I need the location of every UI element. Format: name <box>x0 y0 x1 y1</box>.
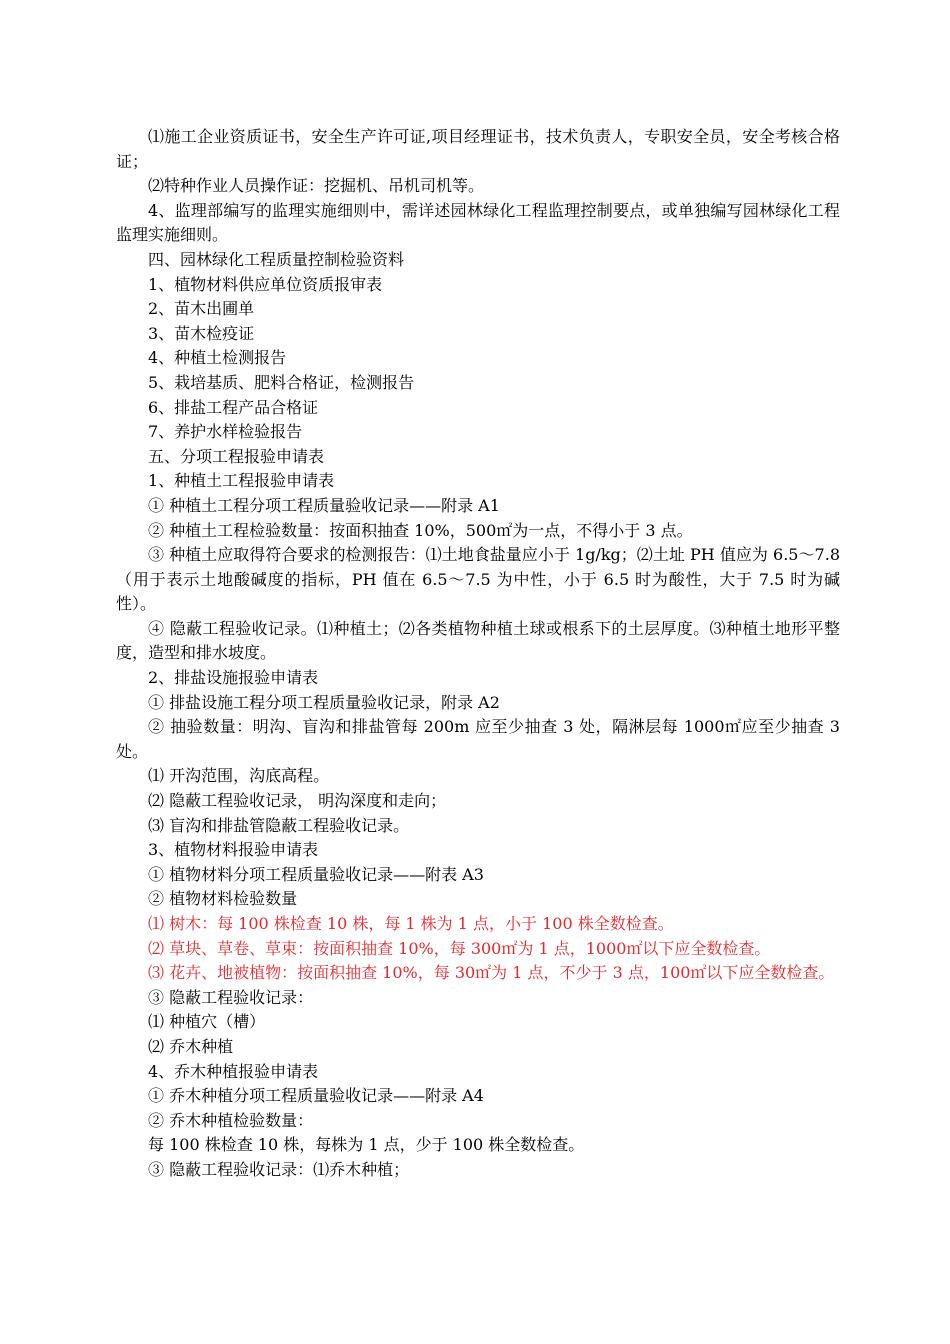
paragraph: ① 种植土工程分项工程质量验收记录——附录 A1 <box>148 495 500 515</box>
paragraph: 6、排盐工程产品合格证 <box>148 397 319 417</box>
paragraph: ⑵ 乔木种植 <box>148 1036 234 1056</box>
highlighted-paragraph: ⑴ 树木：每 100 株检查 10 株，每 1 株为 1 点，小于 100 株全数检查。 <box>148 914 674 933</box>
paragraph: ⑶ 盲沟和排盐管隐蔽工程验收记录。 <box>148 815 410 835</box>
document-page <box>116 125 840 1183</box>
paragraph: 2、苗木出圃单 <box>148 299 255 319</box>
paragraph: ⑵ 隐蔽工程验收记录， 明沟深度和走向； <box>148 791 447 811</box>
paragraph: ⑴施工企业资质证书，安全生产许可证,项目经理证书，技术负责人，专职安全员，安全考核合格证； <box>116 127 840 171</box>
paragraph: 每 100 株检查 10 株，每株为 1 点，少于 100 株全数检查。 <box>148 1135 585 1155</box>
paragraph: ③ 隐蔽工程验收记录： <box>148 987 314 1007</box>
paragraph: ③ 隐蔽工程验收记录：⑴乔木种植； <box>148 1159 410 1179</box>
paragraph: 7、养护水样检验报告 <box>148 422 303 442</box>
paragraph: 4、监理部编写的监理实施细则中，需详述园林绿化工程监理控制要点，或单独编写园林绿化工程监理实施细则。 <box>116 200 840 245</box>
paragraph: 2、排盐设施报验申请表 <box>148 668 319 688</box>
highlighted-paragraph: ⑶ 花卉、地被植物：按面积抽查 10%，每 30㎡为 1 点，不少于 3 点，100㎡以下应全数检查。 <box>148 963 835 983</box>
paragraph: ④ 隐蔽工程验收记录。⑴种植土；⑵各类植物种植土球或根系下的土层厚度。⑶种植土地形平整度，造型和排水坡度。 <box>116 618 840 663</box>
paragraph: 1、植物材料供应单位资质报审表 <box>148 274 383 294</box>
paragraph: 四、园林绿化工程质量控制检验资料 <box>148 249 405 269</box>
paragraph: ① 排盐设施工程分项工程质量验收记录，附录 A2 <box>148 692 500 712</box>
paragraph: ① 乔木种植分项工程质量验收记录——附录 A4 <box>148 1086 484 1106</box>
paragraph: ② 乔木种植检验数量： <box>148 1110 314 1130</box>
paragraph: 5、栽培基质、肥料合格证，检测报告 <box>148 372 415 392</box>
paragraph: 3、植物材料报验申请表 <box>148 840 319 860</box>
paragraph: ⑴ 开沟范围，沟底高程。 <box>148 766 330 786</box>
paragraph: ② 抽验数量：明沟、盲沟和排盐管每 200m 应至少抽查 3 处，隔淋层每 1000㎡应至少抽查 3 处。 <box>116 717 840 761</box>
paragraph: 五、分项工程报验申请表 <box>148 446 325 466</box>
paragraph: ② 植物材料检验数量 <box>148 889 298 909</box>
paragraph: ② 种植土工程检验数量：按面积抽查 10%，500㎡为一点，不得小于 3 点。 <box>148 520 693 540</box>
paragraph: ⑴ 种植穴（槽） <box>148 1012 266 1032</box>
paragraph: ⑵特种作业人员操作证：挖掘机、吊机司机等。 <box>148 176 485 196</box>
highlighted-paragraph: ⑵ 草块、草卷、草束：按面积抽查 10%，每 300㎡为 1 点，1000㎡以下应全数检查。 <box>148 938 771 958</box>
paragraph: 4、种植土检测报告 <box>148 348 287 368</box>
paragraph: ① 植物材料分项工程质量验收记录——附表 A3 <box>148 864 484 884</box>
paragraph: 1、种植土工程报验申请表 <box>148 471 335 491</box>
paragraph: 4、乔木种植报验申请表 <box>148 1061 319 1081</box>
paragraph: ③ 种植土应取得符合要求的检测报告：⑴土地食盐量应小于 1g/kg；⑵土址 PH 值应为 6.5～7.8（用于表示土地酸碱度的指标，PH 值在 6.5～7.5 为中性，小于 6.5 时为酸性，大于 7.5 时为碱性）。 <box>116 545 840 614</box>
paragraph: 3、苗木检疫证 <box>148 323 255 343</box>
